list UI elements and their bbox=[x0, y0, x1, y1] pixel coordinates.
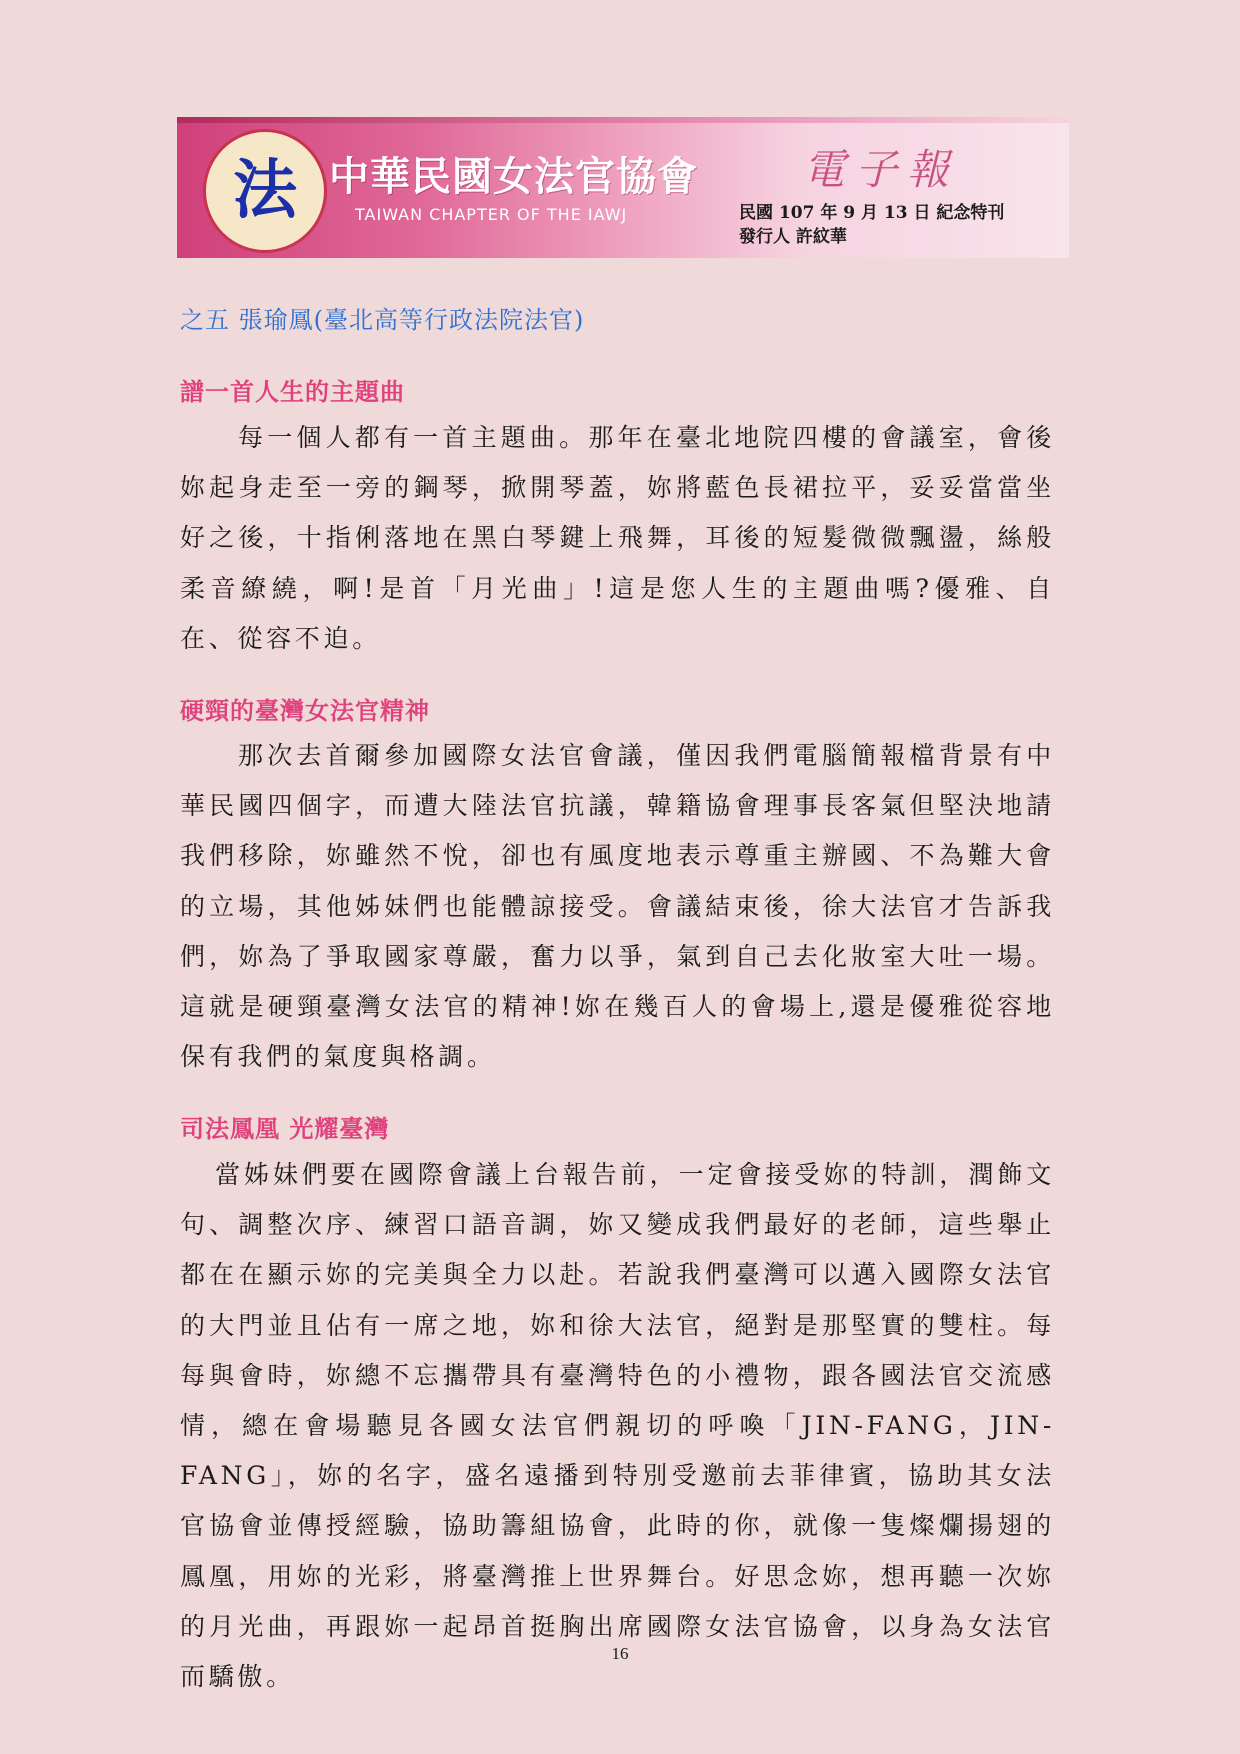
header-banner bbox=[177, 117, 1069, 258]
org-name-english: TAIWAN CHAPTER OF THE IAWJ bbox=[355, 205, 628, 224]
issue-info bbox=[739, 201, 1004, 249]
newsletter-masthead: 電子報 bbox=[803, 145, 960, 194]
section-paragraph-judge-spirit: 那次去首爾參加國際女法官會議，僅因我們電腦簡報檔背景有中華民國四個字，而遭大陸法官抗議，韓籍協會理事長客氣但堅決地請我們移除，妳雖然不悅，卻也有風度地表示尊重主辦國、不為難大會的立場，其他姊妹們也能體諒接受。會議結束後，徐大法官才告訴我們，妳為了爭取國家尊嚴，奮力以爭，氣到自己去化妝室大吐一場。這就是硬頸臺灣女法官的精神!妳在幾百人的會場上,還是優雅從容地保有我們的氣度與格調。 bbox=[180, 741, 1055, 1072]
section-heading-theme-song: 譜一首人生的主題曲 bbox=[180, 377, 405, 406]
section-heading-judge-spirit: 硬頸的臺灣女法官精神 bbox=[180, 696, 430, 725]
publisher-line: 發行人 許紋華 bbox=[739, 227, 847, 247]
author-line: 之五 張瑜鳳(臺北高等行政法院法官) bbox=[180, 306, 585, 334]
page-number: 16 bbox=[611, 1644, 629, 1663]
logo-mark-icon: 法 bbox=[233, 153, 297, 228]
section-paragraph-theme-song: 每一個人都有一首主題曲。那年在臺北地院四樓的會議室，會後妳起身走至一旁的鋼琴，掀開琴蓋，妳將藍色長裙拉平，妥妥當當坐好之後，十指俐落地在黑白琴鍵上飛舞，耳後的短髮微微飄盪，絲般柔音繚繞，啊!是首「月光曲」!這是您人生的主題曲嗎?優雅、自在、從容不迫。 bbox=[180, 423, 1055, 653]
org-name: 中華民國女法官協會 bbox=[329, 153, 698, 200]
section-heading-judicial-phoenix: 司法鳳凰 光耀臺灣 bbox=[180, 1114, 390, 1143]
association-logo bbox=[203, 129, 327, 253]
section-paragraph-judicial-phoenix: 當姊妹們要在國際會議上台報告前，一定會接受妳的特訓，潤飾文句、調整次序、練習口語音調，妳又變成我們最好的老師，這些舉止都在在顯示妳的完美與全力以赴。若說我們臺灣可以邁入國際女法官的大門並且佔有一席之地，妳和徐大法官，絕對是那堅實的雙柱。每每與會時，妳總不忘攜帶具有臺灣特色的小禮物，跟各國法官交流感情，總在會場聽見各國女法官們親切的呼喚「JIN-FANG，JIN-FANG」，妳的名字，盛名遠播到特別受邀前去菲律賓，協助其女法官協會並傳授經驗，協助籌組協會，此時的你，就像一隻燦爛揚翅的鳳凰，用妳的光彩，將臺灣推上世界舞台。好思念妳，想再聽一次妳的月光曲，再跟妳一起昂首挺胸出席國際女法官協會，以身為女法官而驕傲。 bbox=[180, 1160, 1055, 1692]
issue-date-line: 民國 107 年 9 月 13 日 紀念特刊 bbox=[739, 203, 1005, 223]
